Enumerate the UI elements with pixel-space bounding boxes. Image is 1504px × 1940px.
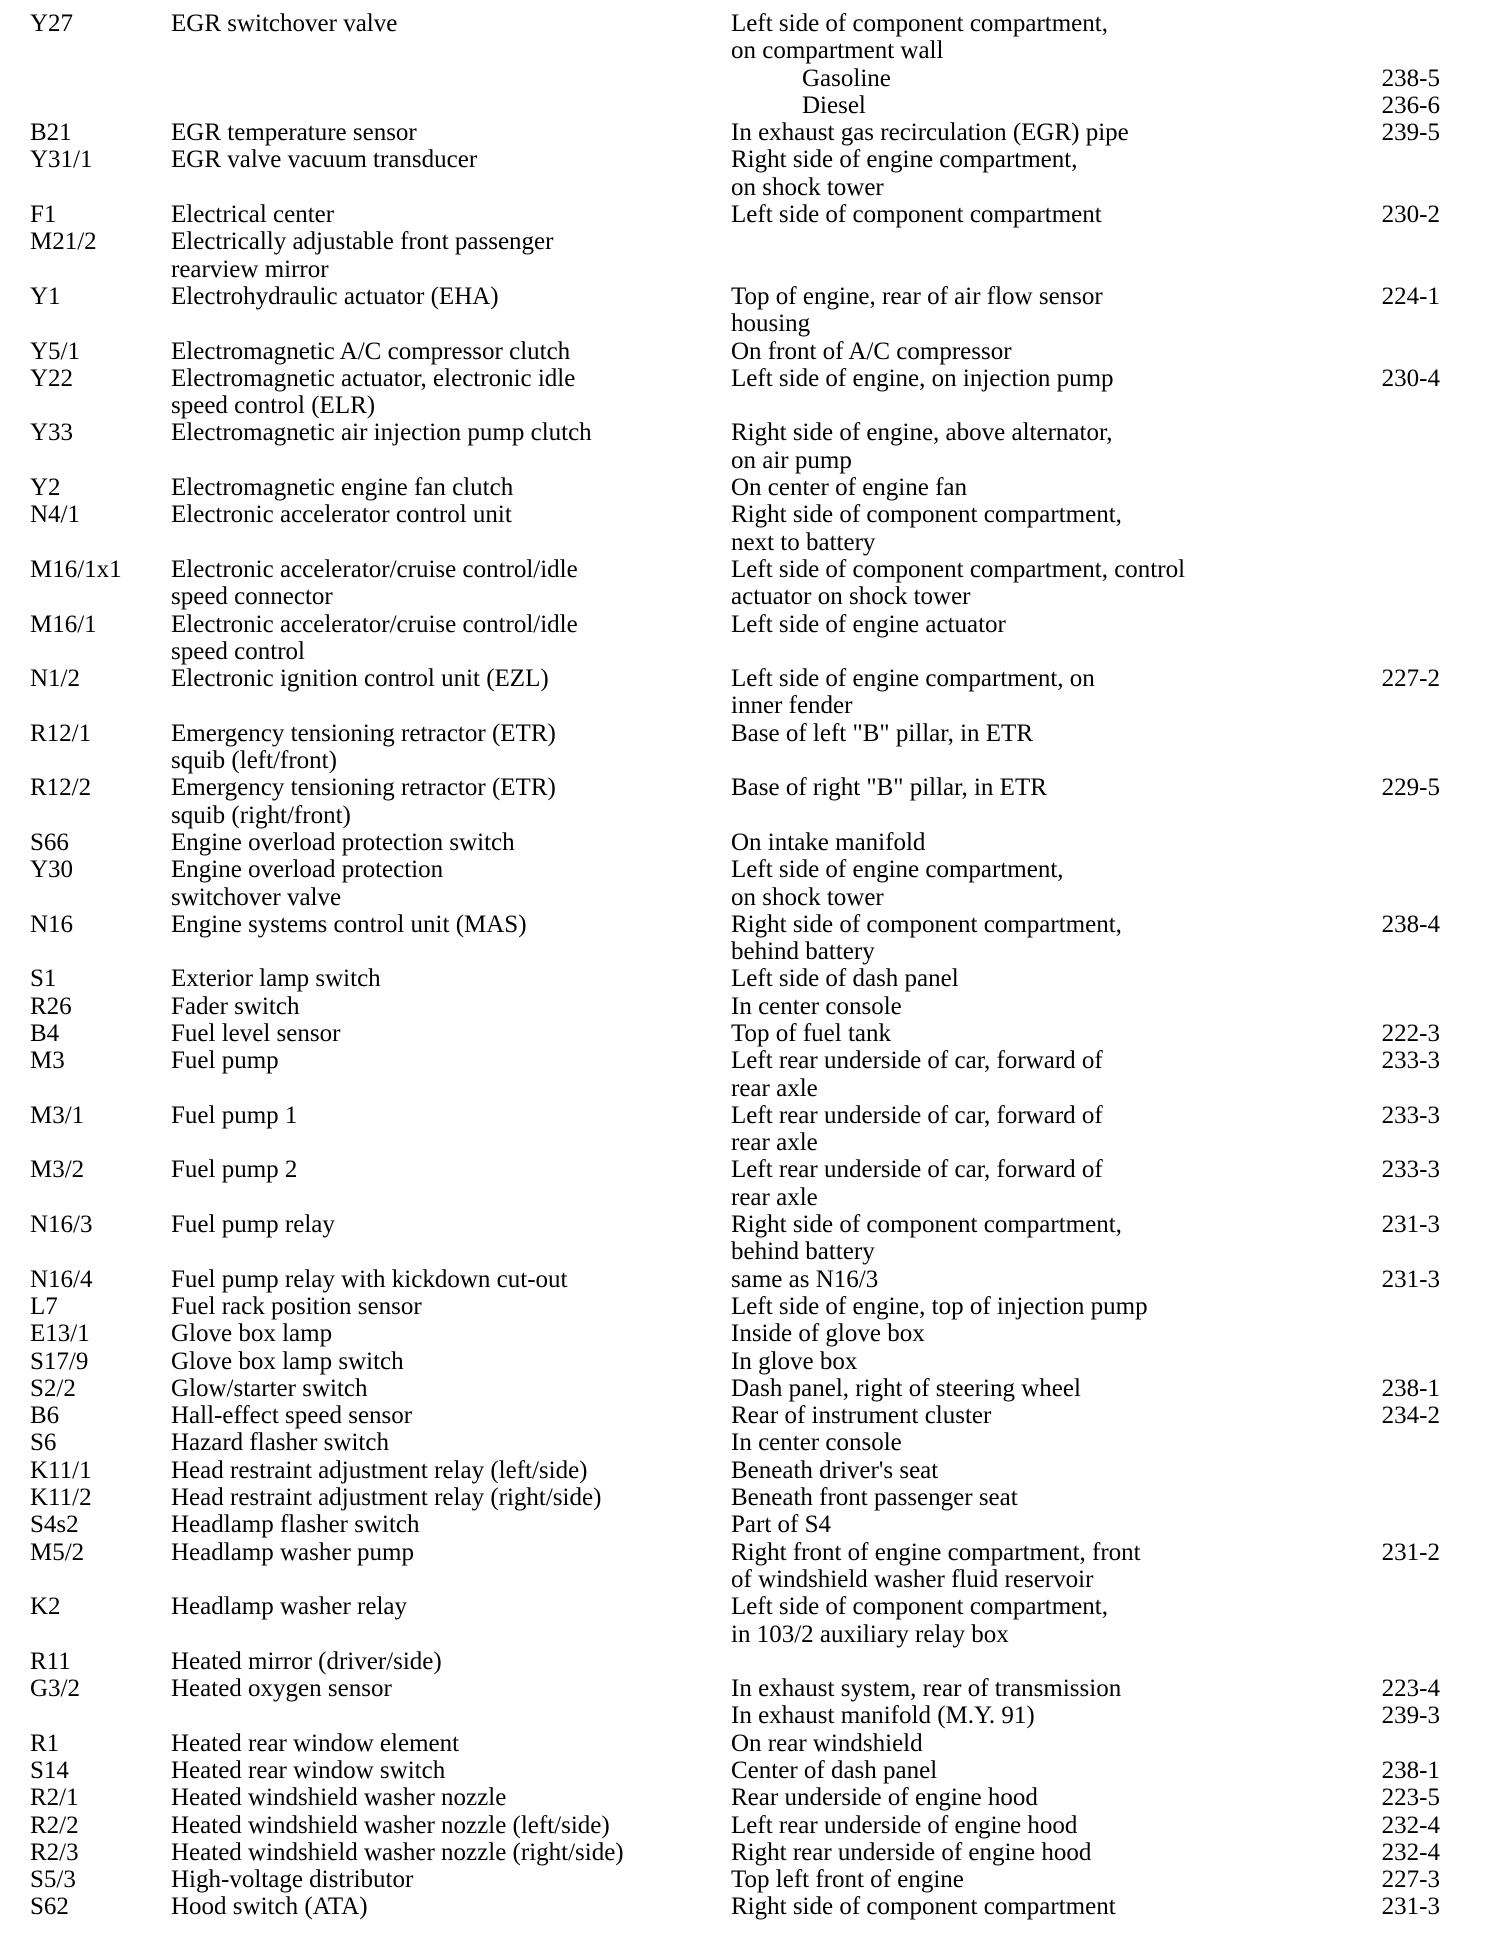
- diagram-reference: 231-3: [1381, 1265, 1440, 1293]
- table-row: [0, 829, 1504, 856]
- component-code: M5/2: [30, 1538, 85, 1566]
- table-row: [0, 338, 1504, 365]
- component-location: same as N16/3: [731, 1265, 879, 1293]
- table-row: [0, 474, 1504, 501]
- table-row: [0, 1266, 1504, 1293]
- diagram-reference: 230-2: [1381, 201, 1440, 229]
- component-name: Electromagnetic air injection pump clutch: [171, 419, 592, 447]
- component-name: Fuel pump 1: [171, 1101, 298, 1129]
- component-code: R12/2: [30, 774, 92, 802]
- location-variants: Gasoline Diesel: [802, 64, 891, 119]
- component-code: B21: [30, 119, 72, 147]
- table-row: [0, 1648, 1504, 1675]
- component-location: Left side of component compartment, on compartment wall: [731, 10, 1108, 65]
- component-location: Rear underside of engine hood: [731, 1784, 1038, 1812]
- component-location: On front of A/C compressor: [731, 337, 1012, 365]
- component-code: S5/3: [30, 1866, 76, 1894]
- table-row: [0, 1402, 1504, 1429]
- component-location: Left side of component compartment: [731, 201, 1102, 229]
- component-location: Right side of engine compartment, on shock tower: [731, 146, 1078, 201]
- diagram-reference: 233-3: [1381, 1156, 1440, 1184]
- component-name: Emergency tensioning retractor (ETR) squib (right/front): [171, 774, 556, 829]
- table-row: [0, 1675, 1504, 1730]
- component-name: Fuel pump 2: [171, 1156, 298, 1184]
- table-row: [0, 228, 1504, 283]
- component-code: R2/1: [30, 1784, 79, 1812]
- component-location: Center of dash panel: [731, 1757, 938, 1784]
- table-row: [0, 1348, 1504, 1375]
- component-name: Fuel pump: [171, 1047, 279, 1075]
- component-location: Inside of glove box: [731, 1320, 925, 1348]
- diagram-reference: 231-3: [1381, 1211, 1440, 1239]
- component-location: Right side of component compartment, behind battery: [731, 910, 1122, 966]
- component-location: In glove box: [731, 1347, 858, 1375]
- table-row: [0, 1839, 1504, 1866]
- component-name: EGR valve vacuum transducer: [171, 146, 478, 174]
- component-code: N16: [30, 910, 74, 938]
- component-name: EGR switchover valve: [171, 10, 398, 37]
- table-row: [0, 1893, 1504, 1920]
- component-location: In exhaust system, rear of transmission In exhaust manifold (M.Y. 91): [731, 1675, 1122, 1730]
- diagram-reference: 232-4: [1381, 1811, 1440, 1839]
- component-code: Y33: [30, 419, 74, 447]
- component-code: M16/1: [30, 610, 97, 638]
- component-code: L7: [30, 1292, 58, 1320]
- component-name: Electronic accelerator/cruise control/idle speed connector: [171, 555, 578, 611]
- table-row: [0, 1593, 1504, 1648]
- component-code: R2/3: [30, 1838, 79, 1866]
- table-row: [0, 1812, 1504, 1839]
- diagram-reference: 230-4: [1381, 364, 1440, 392]
- component-location: In exhaust gas recirculation (EGR) pipe: [731, 119, 1129, 147]
- component-code: S6: [30, 1429, 57, 1457]
- component-location: Left side of engine compartment, on inner fender: [731, 665, 1095, 720]
- component-location: Beneath front passenger seat: [731, 1484, 1018, 1512]
- component-location: On intake manifold: [731, 828, 926, 856]
- component-location: On center of engine fan: [731, 474, 967, 502]
- table-row: [0, 365, 1504, 420]
- component-code: F1: [30, 201, 57, 229]
- component-name: Fuel rack position sensor: [171, 1292, 422, 1320]
- table-row: [0, 665, 1504, 720]
- table-row: [0, 1211, 1504, 1266]
- diagram-reference: 233-3: [1381, 1101, 1440, 1129]
- component-code: E13/1: [30, 1320, 90, 1348]
- component-name: Glove box lamp: [171, 1320, 333, 1348]
- component-name: Headlamp washer pump: [171, 1538, 414, 1566]
- diagram-reference: 233-3: [1381, 1047, 1440, 1075]
- component-code: B4: [30, 1019, 60, 1047]
- component-location: Right front of engine compartment, front of windshield washer fluid reservoir: [731, 1538, 1141, 1593]
- component-location: Right side of component compartment, behind battery: [731, 1211, 1122, 1266]
- diagram-reference: 238-1: [1381, 1757, 1440, 1784]
- component-code: Y27: [30, 10, 74, 37]
- component-code: M3/1: [30, 1101, 85, 1129]
- component-code: S17/9: [30, 1347, 89, 1375]
- component-code: R26: [30, 992, 72, 1020]
- component-name: High-voltage distributor: [171, 1866, 414, 1894]
- diagram-reference: 238-5 236-6: [1381, 64, 1440, 119]
- component-location: Dash panel, right of steering wheel: [731, 1374, 1081, 1402]
- component-code: S62: [30, 1893, 69, 1921]
- component-code: R12/1: [30, 719, 92, 747]
- component-name: Engine systems control unit (MAS): [171, 910, 527, 938]
- component-code: N16/3: [30, 1211, 93, 1239]
- component-location: Right side of component compartment, next to battery: [731, 501, 1122, 556]
- table-row: [0, 1484, 1504, 1511]
- table-row: [0, 419, 1504, 474]
- component-name: Fuel level sensor: [171, 1019, 341, 1047]
- component-name: Electromagnetic A/C compressor clutch: [171, 337, 571, 365]
- component-location: Right side of component compartment: [731, 1893, 1116, 1921]
- component-code: N4/1: [30, 501, 80, 529]
- table-row: [0, 774, 1504, 829]
- table-row: [0, 993, 1504, 1020]
- component-location: Left rear underside of engine hood: [731, 1811, 1078, 1839]
- diagram-reference: 227-3: [1381, 1866, 1440, 1894]
- component-location: Left side of dash panel: [731, 965, 959, 993]
- component-name: Glove box lamp switch: [171, 1347, 404, 1375]
- component-location: Base of left "B" pillar, in ETR: [731, 719, 1033, 747]
- component-name: Emergency tensioning retractor (ETR) squib (left/front): [171, 719, 556, 775]
- table-row: [0, 1020, 1504, 1047]
- component-location: Top left front of engine: [731, 1866, 964, 1894]
- component-code: N1/2: [30, 665, 80, 693]
- component-name: Headlamp washer relay: [171, 1593, 407, 1621]
- component-location: Left rear underside of car, forward of rear axle: [731, 1101, 1103, 1157]
- diagram-reference: 239-5: [1381, 119, 1440, 147]
- table-row: [0, 1102, 1504, 1157]
- component-location: In center console: [731, 1429, 902, 1457]
- component-name: Heated rear window switch: [171, 1757, 446, 1784]
- component-name: Fuel pump relay: [171, 1211, 335, 1239]
- table-row: [0, 119, 1504, 146]
- component-location: Base of right "B" pillar, in ETR: [731, 774, 1047, 802]
- component-name: Exterior lamp switch: [171, 965, 381, 993]
- component-location: Left side of engine, on injection pump: [731, 364, 1114, 392]
- diagram-reference: 231-3: [1381, 1893, 1440, 1921]
- diagram-reference: 238-4: [1381, 910, 1440, 938]
- component-code: Y22: [30, 364, 74, 392]
- table-row: [0, 911, 1504, 966]
- component-code: Y31/1: [30, 146, 93, 174]
- table-row: [0, 501, 1504, 556]
- component-location: Right side of engine, above alternator, on air pump: [731, 419, 1113, 474]
- component-location: Left side of engine actuator: [731, 610, 1006, 638]
- diagram-reference: 234-2: [1381, 1402, 1440, 1430]
- table-row: [0, 1539, 1504, 1594]
- component-location: Rear of instrument cluster: [731, 1402, 992, 1430]
- table-row: [0, 146, 1504, 201]
- table-row: [0, 611, 1504, 666]
- component-location: Beneath driver's seat: [731, 1456, 939, 1484]
- component-code: M3: [30, 1047, 65, 1075]
- component-location: Left rear underside of car, forward of rear axle: [731, 1047, 1103, 1102]
- table-row: [0, 1047, 1504, 1102]
- component-name: Fader switch: [171, 992, 300, 1020]
- diagram-reference: 224-1: [1381, 282, 1440, 310]
- table-row: [0, 1730, 1504, 1757]
- table-row: [0, 1866, 1504, 1893]
- table-row: [0, 1375, 1504, 1402]
- diagram-reference: 232-4: [1381, 1838, 1440, 1866]
- component-location: Left side of engine compartment, on shock tower: [731, 856, 1064, 911]
- component-code: Y2: [30, 474, 61, 502]
- component-location: Top of engine, rear of air flow sensor housing: [731, 282, 1103, 338]
- component-location: Left side of component compartment, control actuator on shock tower: [731, 555, 1186, 611]
- component-code: R1: [30, 1729, 60, 1757]
- diagram-reference: 223-4 239-3: [1381, 1675, 1440, 1730]
- component-name: Electronic accelerator/cruise control/idle speed control: [171, 610, 578, 665]
- table-row: [0, 10, 1504, 119]
- table-row: [0, 1293, 1504, 1320]
- component-name: Electromagnetic actuator, electronic idle speed control (ELR): [171, 364, 576, 420]
- component-location: Left rear underside of car, forward of rear axle: [731, 1156, 1103, 1211]
- component-code: M21/2: [30, 228, 97, 256]
- table-row: [0, 1320, 1504, 1347]
- component-location: Left side of component compartment, in 103/2 auxiliary relay box: [731, 1593, 1108, 1648]
- component-name: Hazard flasher switch: [171, 1429, 389, 1457]
- component-code: K11/2: [30, 1484, 92, 1512]
- component-name: Electronic accelerator control unit: [171, 501, 512, 529]
- table-row: [0, 1156, 1504, 1211]
- component-name: Hood switch (ATA): [171, 1893, 368, 1921]
- table-row: [0, 1757, 1504, 1784]
- component-name: Heated mirror (driver/side): [171, 1647, 442, 1675]
- component-name: Heated oxygen sensor: [171, 1675, 392, 1703]
- component-code: K2: [30, 1593, 61, 1621]
- table-row: [0, 556, 1504, 611]
- component-location: Top of fuel tank: [731, 1019, 892, 1047]
- component-name: Glow/starter switch: [171, 1374, 368, 1402]
- component-name: EGR temperature sensor: [171, 119, 417, 147]
- table-row: [0, 1511, 1504, 1538]
- component-name: Head restraint adjustment relay (right/side): [171, 1484, 602, 1512]
- component-code: Y1: [30, 282, 61, 310]
- component-location: In center console: [731, 992, 902, 1020]
- component-name: Heated windshield washer nozzle: [171, 1784, 507, 1812]
- component-code: K11/1: [30, 1456, 92, 1484]
- component-location: Right rear underside of engine hood: [731, 1838, 1092, 1866]
- table-row: [0, 720, 1504, 775]
- diagram-reference: 227-2: [1381, 665, 1440, 693]
- table-row: [0, 965, 1504, 992]
- component-code: Y5/1: [30, 337, 80, 365]
- table-row: [0, 1784, 1504, 1811]
- diagram-reference: 231-2: [1381, 1538, 1440, 1566]
- component-name: Electrohydraulic actuator (EHA): [171, 282, 499, 310]
- component-name: Electromagnetic engine fan clutch: [171, 474, 514, 502]
- component-name: Electrical center: [171, 201, 335, 229]
- table-row: [0, 283, 1504, 338]
- diagram-reference: 229-5: [1381, 774, 1440, 802]
- component-name: Hall-effect speed sensor: [171, 1402, 413, 1430]
- component-code: S4s2: [30, 1511, 79, 1539]
- component-location: Left side of engine, top of injection pump: [731, 1292, 1148, 1320]
- diagram-reference: 238-1: [1381, 1374, 1440, 1402]
- component-name: Heated windshield washer nozzle (right/side): [171, 1838, 624, 1866]
- component-code: S1: [30, 965, 57, 993]
- component-code: S2/2: [30, 1374, 76, 1402]
- component-name: Heated rear window element: [171, 1729, 460, 1757]
- table-row: [0, 1429, 1504, 1456]
- component-name: Headlamp flasher switch: [171, 1511, 420, 1539]
- diagram-reference: 223-5: [1381, 1784, 1440, 1812]
- component-location: On rear windshield: [731, 1729, 923, 1757]
- component-code: M16/1x1: [30, 555, 122, 583]
- component-name: Engine overload protection switch: [171, 828, 515, 856]
- table-row: [0, 201, 1504, 228]
- component-code: S66: [30, 828, 69, 856]
- component-name: Heated windshield washer nozzle (left/side): [171, 1811, 610, 1839]
- table-row: [0, 856, 1504, 911]
- diagram-reference: 222-3: [1381, 1019, 1440, 1047]
- table-row: [0, 1457, 1504, 1484]
- component-name: Head restraint adjustment relay (left/side): [171, 1456, 588, 1484]
- component-code: G3/2: [30, 1675, 80, 1703]
- component-code: N16/4: [30, 1265, 93, 1293]
- component-code: M3/2: [30, 1156, 85, 1184]
- component-code: B6: [30, 1402, 60, 1430]
- component-code: R11: [30, 1647, 71, 1675]
- component-code: S14: [30, 1757, 69, 1784]
- component-location: Part of S4: [731, 1511, 831, 1539]
- component-name: Fuel pump relay with kickdown cut-out: [171, 1265, 568, 1293]
- component-name: Electrically adjustable front passenger rearview mirror: [171, 228, 554, 283]
- component-name: Electronic ignition control unit (EZL): [171, 665, 549, 693]
- component-name: Engine overload protection switchover valve: [171, 856, 444, 911]
- component-code: R2/2: [30, 1811, 79, 1839]
- component-code: Y30: [30, 856, 74, 884]
